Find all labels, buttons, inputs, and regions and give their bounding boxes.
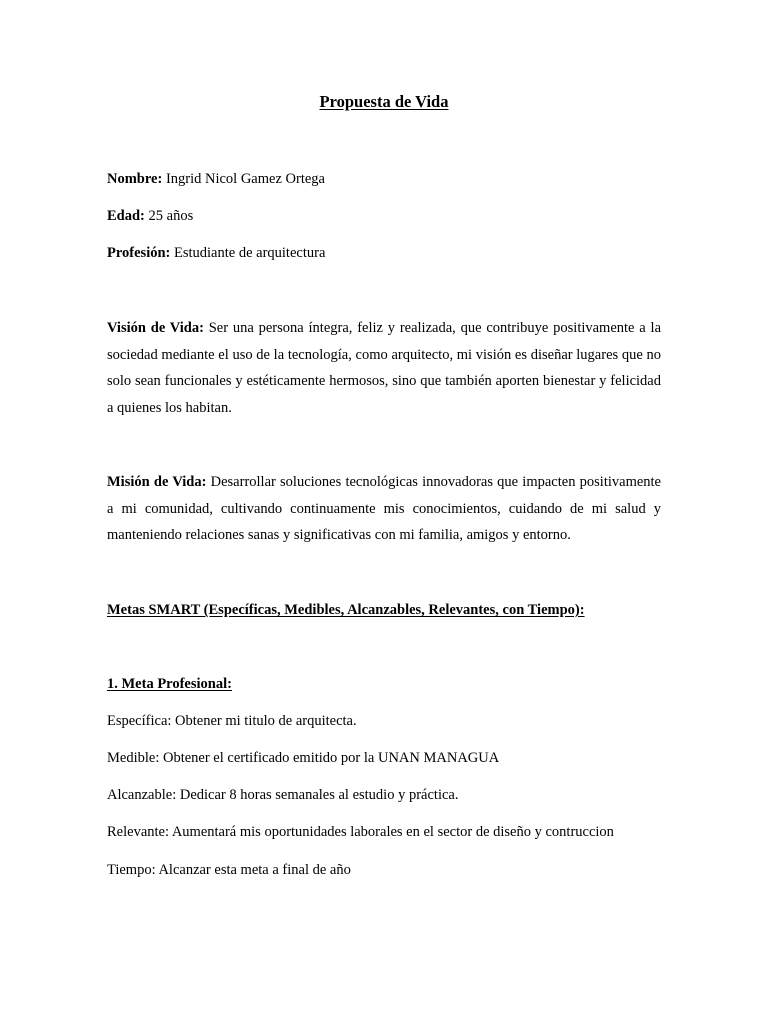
vision-text: Ser una persona íntegra, feliz y realizada, que contribuye positivamente a la sociedad mediante el uso de la tecnología, como arquitecto, mi visión es diseñar lugares que no solo sean funcionales y estéticamente hermosos, sino que también aporten bienestar y felicidad a quienes los habitan. <box>107 320 662 416</box>
document-title: Propuesta de Vida <box>319 92 449 111</box>
vision-label: Visión de Vida: <box>107 320 204 336</box>
smart-heading: Metas SMART (Específicas, Medibles, Alcanzables, Relevantes, con Tiempo): <box>107 602 585 618</box>
profession-line <box>107 243 325 263</box>
age-label: Edad: <box>107 208 145 224</box>
profession-label: Profesión: <box>107 245 171 261</box>
mission-text: Desarrollar soluciones tecnológicas innovadoras que impacten positivamente a mi comunidad, cultivando continuamente mis conocimientos, cuidando de mi salud y manteniendo relaciones sanas y significativas con mi familia, amigos y entorno. <box>107 474 661 544</box>
name-value: Ingrid Nicol Gamez Ortega <box>162 171 325 187</box>
goal1-time: Tiempo: Alcanzar esta meta a final de año <box>107 862 351 878</box>
goal1-measurable: Medible: Obtener el certificado emitido por la UNAN MANAGUA <box>107 750 500 766</box>
document-page <box>107 0 661 1024</box>
mission-paragraph <box>107 469 661 549</box>
age-line <box>107 206 193 226</box>
age-value: 25 años <box>144 208 194 224</box>
goal1-achievable: Alcanzable: Dedicar 8 horas semanales al estudio y práctica. <box>107 787 459 803</box>
goal1-relevant: Relevante: Aumentará mis oportunidades laborales en el sector de diseño y contruccion <box>107 824 614 840</box>
mission-label: Misión de Vida: <box>107 474 207 490</box>
profession-value: Estudiante de arquitectura <box>170 245 326 261</box>
goal1-heading: 1. Meta Profesional: <box>107 676 232 692</box>
name-label: Nombre: <box>107 171 163 187</box>
name-line <box>107 169 325 189</box>
vision-paragraph <box>107 315 661 421</box>
goal1-specific: Específica: Obtener mi titulo de arquitecta. <box>107 713 357 729</box>
